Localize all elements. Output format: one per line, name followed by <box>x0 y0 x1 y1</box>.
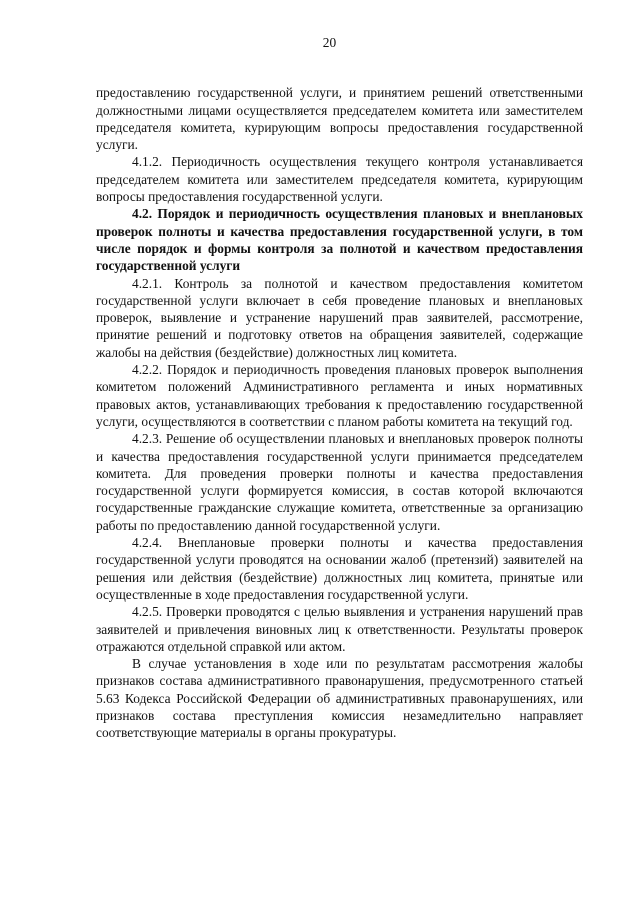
paragraph-4-2-4: 4.2.4. Внеплановые проверки полноты и качества предоставления государственной услуги проводятся на основании жалоб (претензий) заявителей на решения или действия (бездействие) должностных лиц комитета, принятые или осуществленные в ходе предоставления государственной услуги. <box>96 535 583 602</box>
section-heading-4-2: 4.2. Порядок и периодичность осуществления плановых и внеплановых проверок полноты и качества предоставления государственной услуги, в том числе порядок и формы контроля за полнотой и качеством предоставления государственной услуги <box>96 206 583 274</box>
paragraph-4-2-3: 4.2.3. Решение об осуществлении плановых и внеплановых проверок полноты и качества предоставления государственной услуги принимается председателем комитета. Для проведения проверки полноты и качества предоставления государственной услуги формируется комиссия, в состав которой включаются государственные гражданские служащие комитета, ответственные за организацию работы по предоставлению данной государственной услуги. <box>96 431 583 533</box>
paragraph-prosecution: В случае установления в ходе или по результатам рассмотрения жалобы признаков состава административного правонарушения, предусмотренного статьей 5.63 Кодекса Российской Федерации об административных правонарушениях, или признаков состава преступления комиссия незамедлительно направляет соответствующие материалы в органы прокуратуры. <box>96 656 583 741</box>
paragraph-4-2-2: 4.2.2. Порядок и периодичность проведения плановых проверок выполнения комитетом положений Административного регламента и иных нормативных правовых актов, устанавливающих требования к предоставлению государственной услуги, осуществляются в соответствии с планом работы комитета на текущий год. <box>96 362 583 429</box>
paragraph-4-1-2: 4.1.2. Периодичность осуществления текущего контроля устанавливается председателем комитета или заместителем председателя комитета, курирующим вопросы предоставления государственной услуги. <box>96 154 583 205</box>
paragraph-4-2-1: 4.2.1. Контроль за полнотой и качеством предоставления комитетом государственной услуги включает в себя проведение плановых и внеплановых проверок, выявление и устранение нарушений прав заявителей, рассмотрение, принятие решений и подготовку ответов на обращения заявителей, содержащие жалобы на действия (бездействие) должностных лиц комитета. <box>96 275 583 360</box>
document-page <box>96 34 583 742</box>
page-number: 20 <box>322 35 337 50</box>
paragraph-continuation: предоставлению государственной услуги, и принятием решений ответственными должностными лицами осуществляется председателем комитета или заместителем председателя комитета, курирующим вопросы предоставления государственной услуги. <box>96 85 583 153</box>
paragraph-4-2-5: 4.2.5. Проверки проводятся с целью выявления и устранения нарушений прав заявителей и привлечения виновных лиц к ответственности. Результаты проверок отражаются отдельной справкой или актом. <box>96 604 583 654</box>
